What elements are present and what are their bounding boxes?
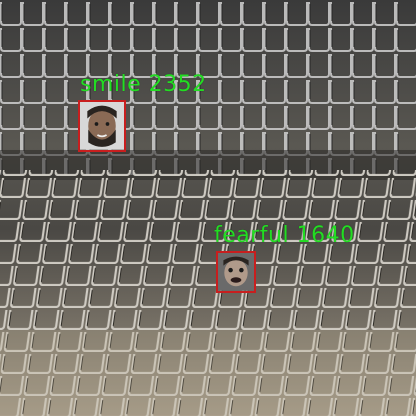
- detection-label-fearful: fearful 1640: [214, 223, 355, 248]
- bearded-man-face: [80, 102, 124, 150]
- fearful-man-face: [218, 253, 254, 291]
- detection-label-smile: smile 2352: [80, 72, 207, 97]
- face-bounding-box-smile: [78, 100, 126, 152]
- face-bounding-box-fearful: [216, 251, 256, 293]
